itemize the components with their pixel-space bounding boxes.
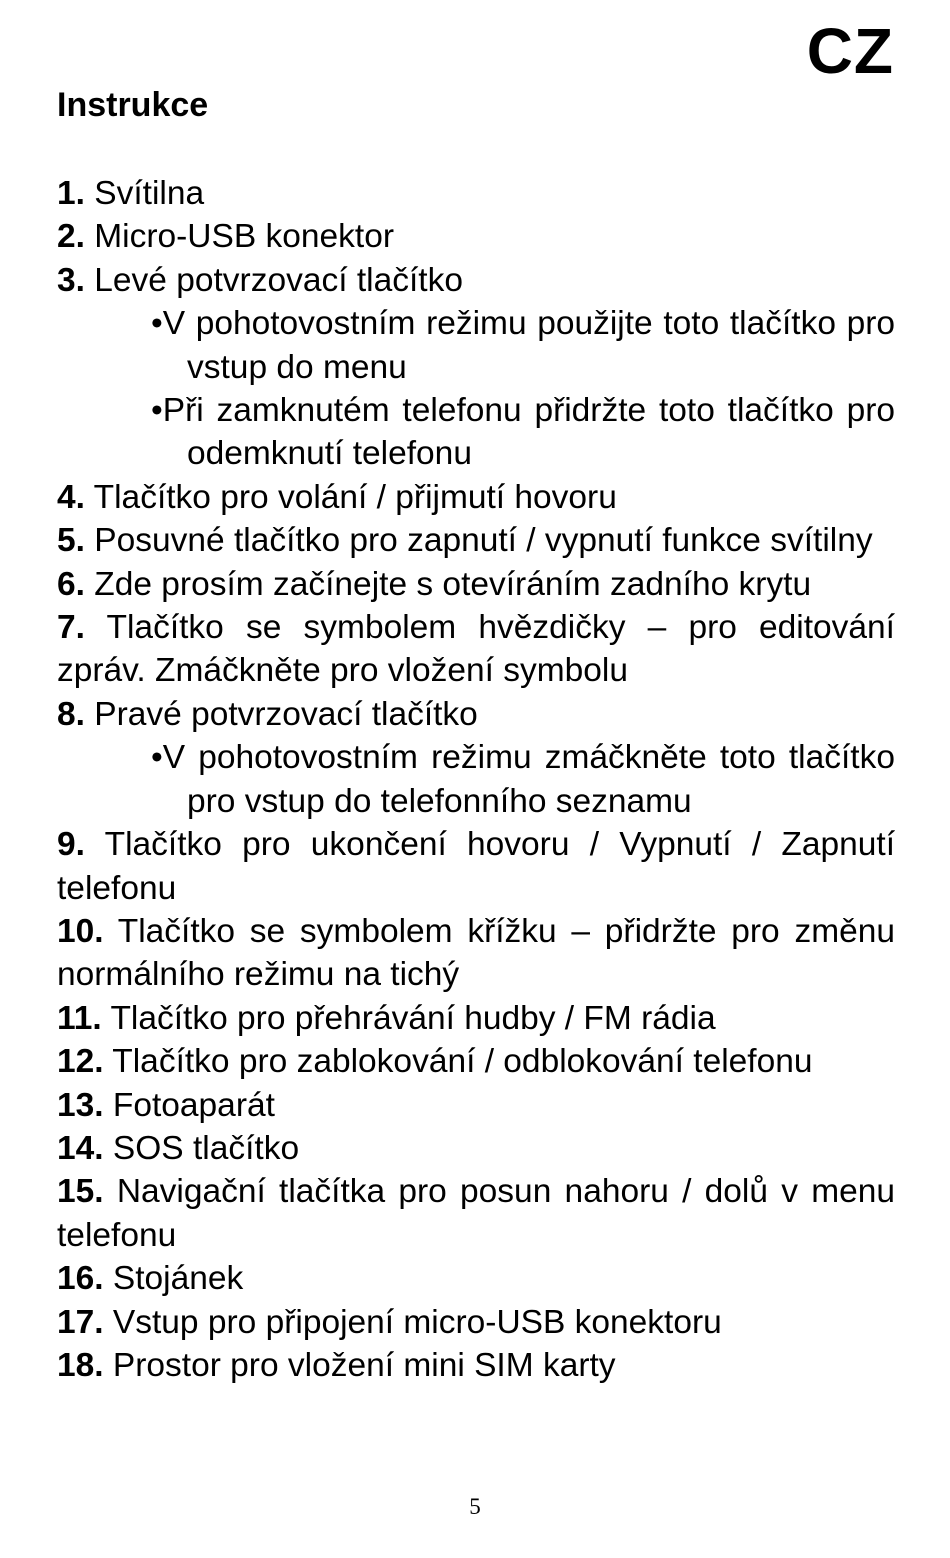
item-number: 8. [57, 695, 85, 733]
item-number: 7. [57, 609, 85, 647]
item-text: Zde prosím začínejte s otevíráním zadního krytu [94, 565, 812, 603]
list-item [57, 1040, 895, 1083]
list-item [57, 910, 895, 997]
item-text: Prostor pro vložení mini SIM karty [112, 1346, 616, 1384]
list-item [57, 259, 895, 302]
item-text: Tlačítko se symbolem křížku – přidržte pro změnu normálního režimu na tichý [57, 912, 895, 994]
language-code: CZ [806, 15, 894, 87]
list-item [57, 563, 895, 606]
instruction-list [57, 172, 895, 1387]
item-number: 11. [57, 999, 102, 1037]
page-number: 5 [469, 1494, 481, 1519]
bullet-icon: • [151, 392, 163, 430]
item-text: Fotoaparát [112, 1086, 275, 1124]
item-number: 10. [57, 912, 104, 950]
list-item [57, 1084, 895, 1127]
item-number: 9. [57, 826, 85, 864]
item-text: Posuvné tlačítko pro zapnutí / vypnutí funkce svítilny [94, 522, 873, 560]
item-number: 5. [57, 522, 85, 560]
bullet-icon: • [151, 305, 163, 343]
item-text: Navigační tlačítka pro posun nahoru / dolů v menu telefonu [57, 1173, 896, 1254]
item-text: Tlačítko pro volání / přijmutí hovoru [93, 478, 617, 516]
item-number: 12. [57, 1043, 104, 1081]
list-item [57, 997, 895, 1040]
sub-list-item [57, 302, 895, 389]
sub-list-item [57, 736, 895, 823]
page-title: Instrukce [57, 86, 209, 124]
list-item [57, 693, 895, 736]
list-item [57, 1257, 895, 1300]
item-text: V pohotovostním režimu použijte toto tlačítko pro vstup do menu [162, 305, 895, 386]
item-text: V pohotovostním režimu zmáčkněte toto tlačítko pro vstup do telefonního seznamu [162, 739, 895, 820]
list-item [57, 476, 895, 519]
bullet-icon: • [151, 739, 163, 777]
item-text: SOS tlačítko [112, 1129, 300, 1167]
item-text: Tlačítko pro přehrávání hudby / FM rádia [110, 999, 716, 1037]
item-number: 17. [57, 1303, 104, 1341]
item-text: Stojánek [112, 1260, 244, 1298]
list-item [57, 1170, 895, 1257]
item-number: 6. [57, 565, 85, 603]
list-item [57, 1127, 895, 1170]
list-item [57, 823, 895, 910]
item-number: 18. [57, 1346, 104, 1384]
item-text: Micro-USB konektor [94, 218, 394, 256]
item-number: 16. [57, 1260, 104, 1298]
item-number: 15. [57, 1173, 104, 1211]
item-text: Svítilna [94, 175, 205, 212]
item-text: Při zamknutém telefonu přidržte toto tlačítko pro odemknutí telefonu [162, 392, 895, 473]
item-text: Levé potvrzovací tlačítko [94, 261, 463, 299]
list-item [57, 172, 895, 215]
item-text: Tlačítko pro ukončení hovoru / Vypnutí / Zapnutí telefonu [57, 826, 896, 907]
list-item [57, 519, 895, 562]
item-number: 4. [57, 478, 85, 516]
list-item [57, 1344, 895, 1387]
item-number: 3. [57, 261, 85, 299]
list-item [57, 215, 895, 258]
item-number: 1. [57, 175, 85, 212]
item-text: Tlačítko pro zablokování / odblokování telefonu [112, 1043, 813, 1081]
item-text: Tlačítko se symbolem hvězdičky – pro editování zpráv. Zmáčkněte pro vložení symbolu [57, 609, 895, 690]
item-number: 2. [57, 218, 85, 256]
item-text: Vstup pro připojení micro-USB konektoru [112, 1303, 722, 1341]
list-item [57, 1301, 895, 1344]
item-text: Pravé potvrzovací tlačítko [94, 695, 478, 733]
item-number: 14. [57, 1129, 104, 1167]
item-number: 13. [57, 1086, 104, 1124]
sub-list-item [57, 389, 895, 476]
list-item [57, 606, 895, 693]
